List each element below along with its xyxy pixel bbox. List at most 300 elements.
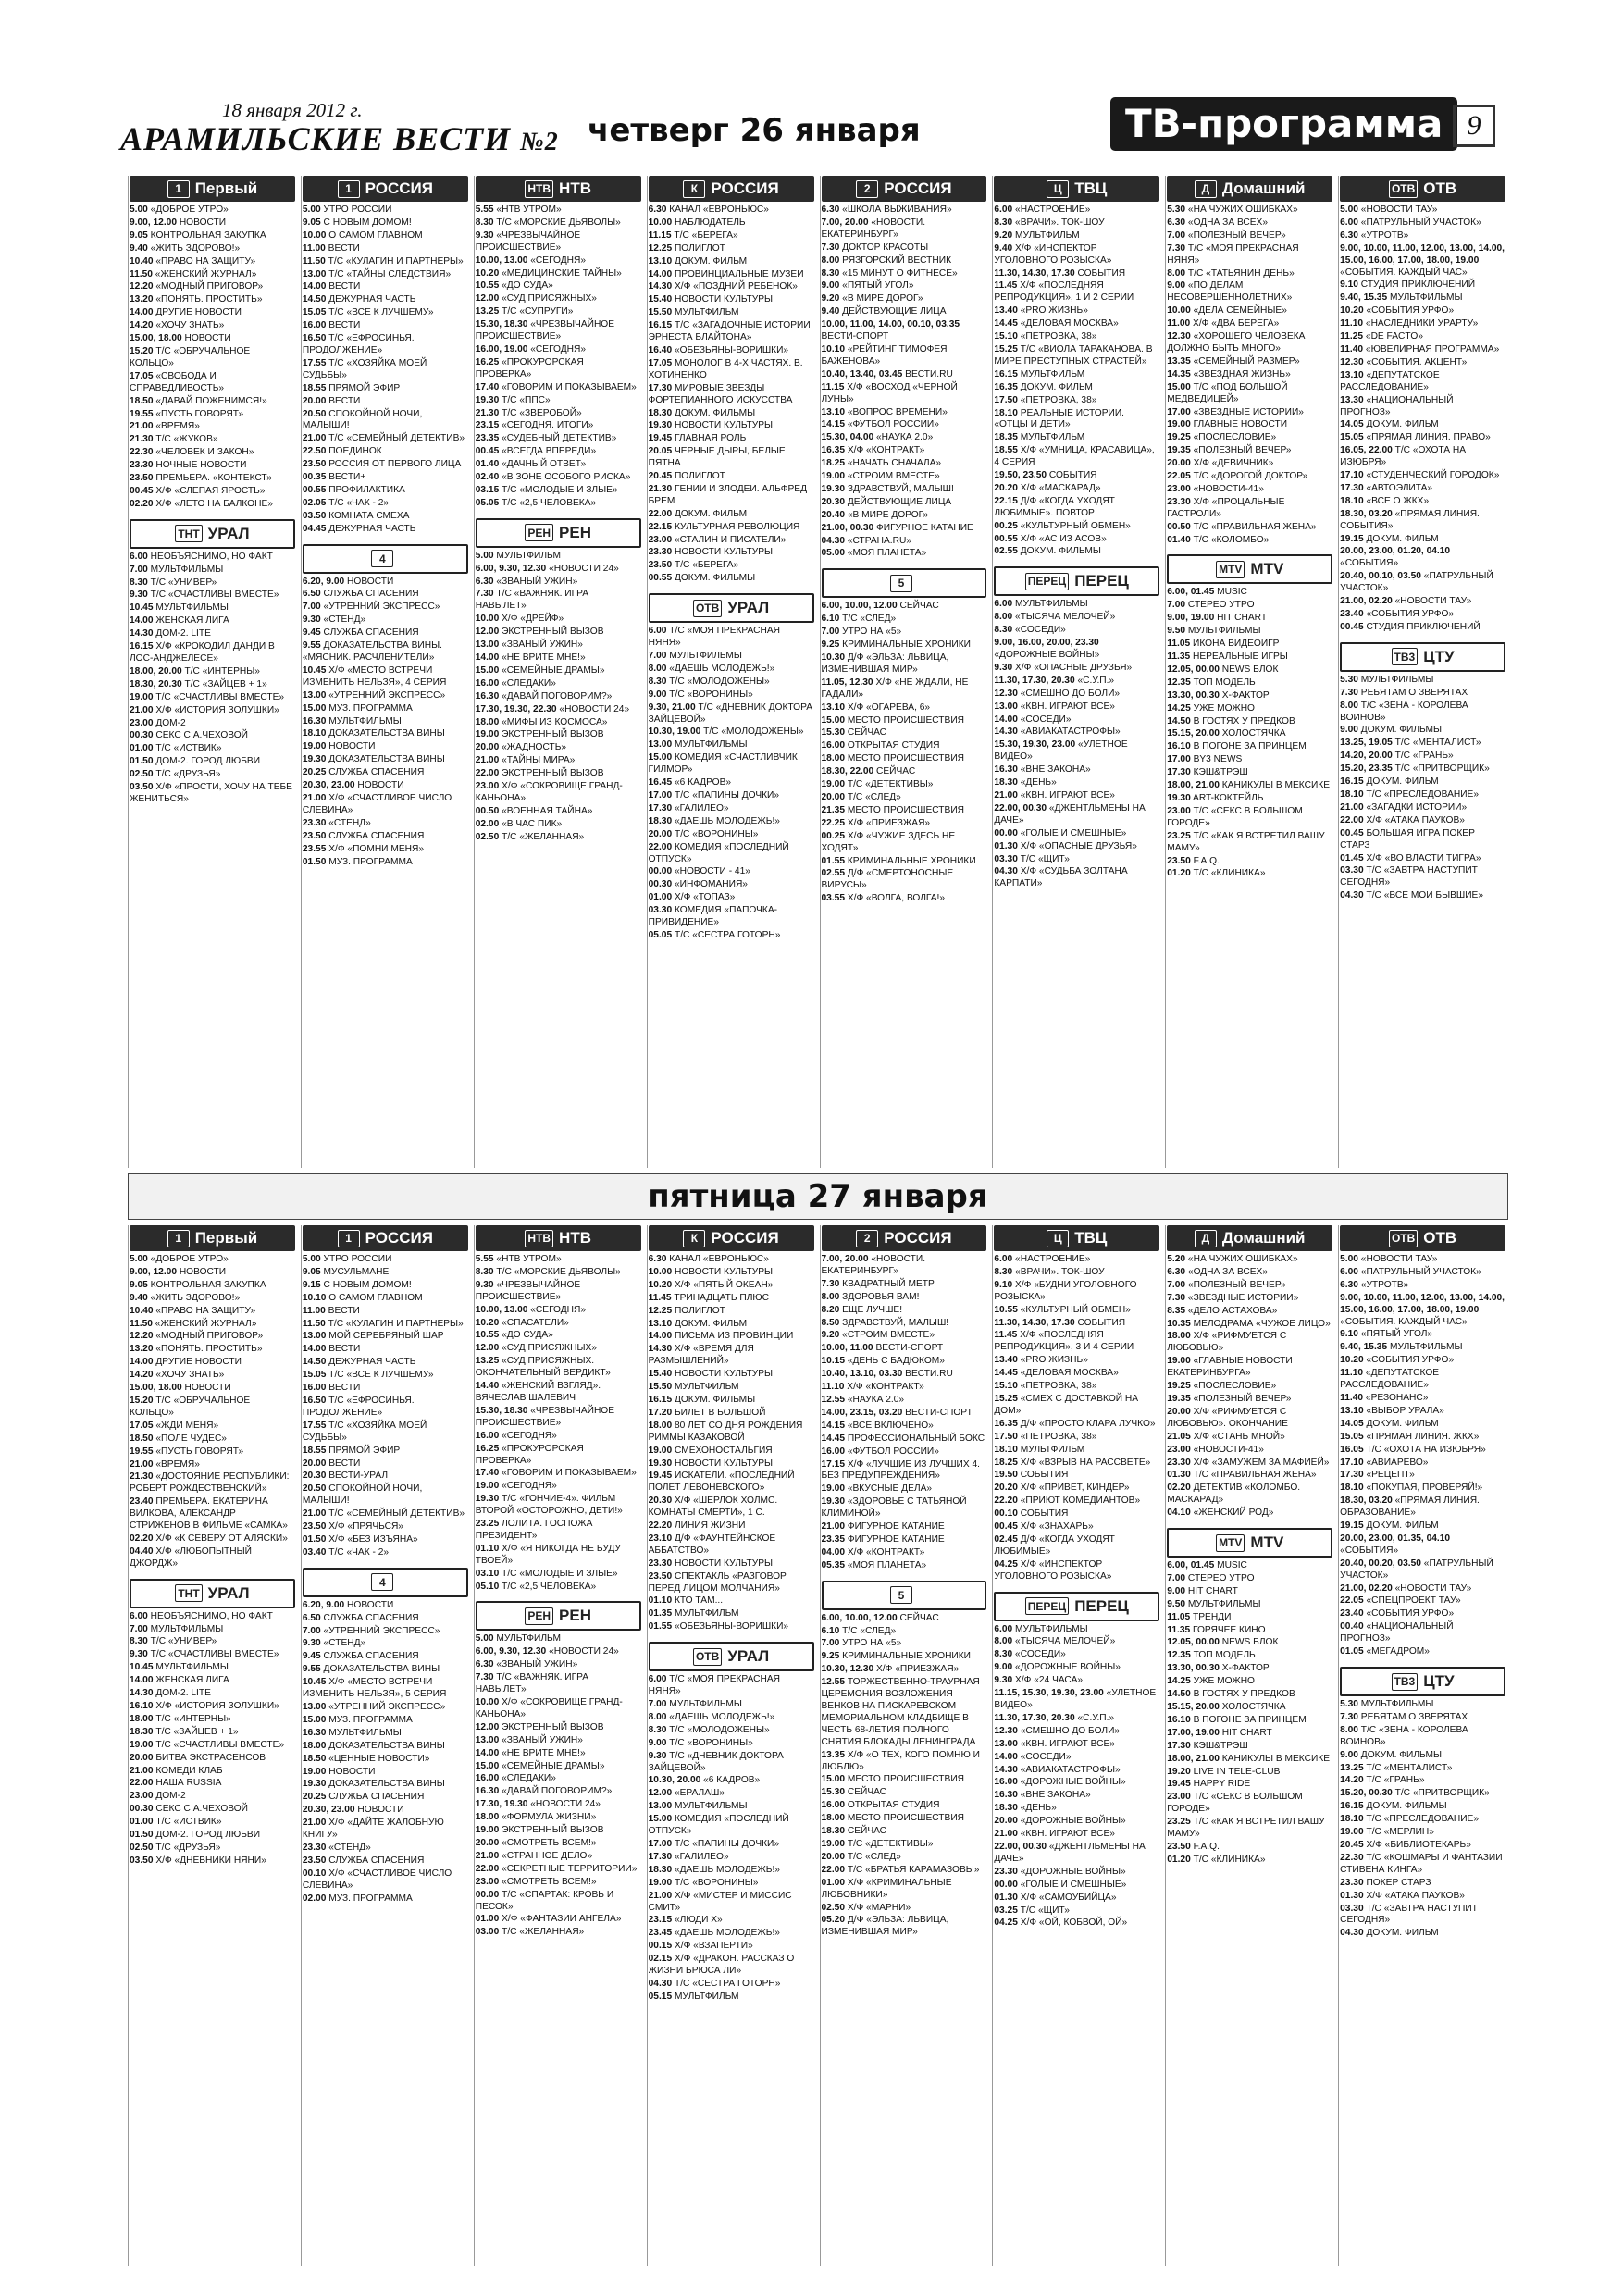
program-item bbox=[822, 1560, 987, 1572]
program-title: Т/С «ДНЕВНИК ДОКТОРА ЗАЙЦЕВОЙ» bbox=[648, 1750, 784, 1773]
program-title: «ДАЧНЫЙ ОТВЕТ» bbox=[502, 459, 587, 470]
program-item bbox=[994, 612, 1159, 624]
program-item bbox=[994, 841, 1159, 853]
program-time: 19.35 bbox=[1167, 445, 1191, 456]
program-title: ДОМ-2 bbox=[155, 717, 186, 728]
program-title: «СОБЫТИЯ УРФО» bbox=[1366, 609, 1455, 619]
program-item bbox=[476, 319, 641, 343]
program-title: «ДЕПУТАТСКОЕ РАССЛЕДОВАНИЕ» bbox=[1340, 369, 1440, 392]
channel-block bbox=[476, 176, 641, 511]
program-item bbox=[994, 217, 1159, 230]
section-title: ТВ-программа bbox=[1110, 97, 1457, 151]
program-item bbox=[1340, 546, 1505, 570]
program-item bbox=[476, 665, 641, 677]
program-item bbox=[649, 1814, 814, 1838]
program-item bbox=[994, 1803, 1159, 1815]
channel-column bbox=[301, 176, 469, 1168]
program-time: 00.15 bbox=[648, 1941, 673, 1952]
program-title: Т/С «ДОРОГОЙ ДОКТОР» bbox=[1193, 471, 1308, 482]
program-time: 9.50 bbox=[1167, 1598, 1186, 1609]
program-title: МОНОЛОГ В 4-Х ЧАСТЯХ. В. ХОТИНЕНКО bbox=[648, 357, 803, 380]
program-title: СЕЙЧАС bbox=[876, 766, 916, 777]
program-time: 15.05 bbox=[302, 307, 327, 318]
program-item bbox=[649, 1421, 814, 1445]
program-item bbox=[1340, 1533, 1505, 1558]
program-time: 18.30, 03.20 bbox=[1340, 1496, 1393, 1507]
channel-logo-icon: 2 bbox=[856, 1230, 878, 1247]
program-title: ВЕСТИ bbox=[328, 242, 360, 254]
program-item bbox=[822, 1446, 987, 1458]
program-item bbox=[476, 1544, 641, 1568]
program-time: 8.00 bbox=[1340, 700, 1358, 711]
program-time: 21.00 bbox=[130, 421, 154, 432]
program-title: МУЛЬТФИЛЬМ bbox=[1020, 432, 1085, 443]
program-item bbox=[303, 294, 468, 306]
program-item bbox=[822, 1878, 987, 1902]
program-time: 02.15 bbox=[648, 1954, 673, 1965]
program-time: 05.20 bbox=[821, 1915, 845, 1926]
program-title: Х/Ф «СТАНЬ МНОЙ» bbox=[1193, 1431, 1285, 1442]
program-title: КРИМИНАЛЬНЫЕ ХРОНИКИ bbox=[847, 855, 976, 866]
program-time: 23.00 bbox=[475, 1876, 500, 1887]
program-time: 01.30 bbox=[994, 1892, 1018, 1903]
program-title: Х/Ф «ДАЙТЕ ЖАЛОБНУЮ КНИГУ» bbox=[302, 1818, 444, 1841]
program-item bbox=[649, 1533, 814, 1558]
program-title: NEWS БЛОК bbox=[1221, 664, 1279, 675]
program-list bbox=[1167, 1560, 1332, 1867]
program-item bbox=[130, 1344, 295, 1356]
program-list bbox=[1167, 587, 1332, 880]
program-time: 23.55 bbox=[302, 843, 327, 854]
channel-block bbox=[822, 1225, 987, 1573]
program-item bbox=[476, 217, 641, 230]
program-title: MUSIC bbox=[1217, 1560, 1247, 1571]
program-time: 6.20, 9.00 bbox=[302, 1599, 345, 1610]
program-item bbox=[1340, 890, 1505, 902]
channel-block bbox=[994, 566, 1159, 891]
program-title: РЕАЛЬНЫЕ ИСТОРИИ. «ОТЦЫ И ДЕТИ» bbox=[994, 407, 1124, 430]
program-time: 00.25 bbox=[821, 830, 845, 841]
program-title: «КУЛЬТУРНЫЙ ОБМЕН» bbox=[1020, 520, 1131, 531]
program-time: 18.25 bbox=[821, 458, 845, 469]
program-item bbox=[303, 1626, 468, 1638]
program-title: Х/Ф «ПРИВЕТ, КИНДЕР» bbox=[1020, 1483, 1130, 1494]
program-item bbox=[1167, 1267, 1332, 1279]
program-time: 21.30 bbox=[130, 434, 154, 445]
program-title: ЭКСТРЕННЫЙ ВЫЗОВ bbox=[502, 1721, 604, 1732]
program-title: «СЕГОДНЯ» bbox=[502, 1481, 557, 1492]
program-item bbox=[1340, 445, 1505, 469]
program-title: «ТЫСЯЧА МЕЛОЧЕЙ» bbox=[1015, 1636, 1116, 1647]
program-item bbox=[130, 1370, 295, 1382]
program-time: 00.40 bbox=[1340, 1621, 1364, 1632]
channel-name: УРАЛ bbox=[727, 1647, 770, 1666]
program-item bbox=[1340, 763, 1505, 776]
program-time: 18.00 bbox=[130, 1713, 154, 1724]
program-item bbox=[822, 242, 987, 254]
program-title: «ДО СУДА» bbox=[502, 1330, 553, 1341]
program-time: 7.00 bbox=[648, 1699, 667, 1709]
program-item bbox=[303, 1357, 468, 1369]
program-title: ДОКУМ. ФИЛЬМ bbox=[1366, 1928, 1439, 1939]
program-time: 17.30 bbox=[1340, 482, 1364, 493]
program-title: СТЕРЕО УТРО bbox=[1187, 1572, 1255, 1583]
program-time: 05.35 bbox=[821, 1559, 845, 1570]
program-title: «УЛЕТНОЕ ВИДЕО» bbox=[994, 739, 1128, 763]
program-title: «НОВОСТИ. ЕКАТЕРИНБУРГ» bbox=[821, 217, 926, 240]
program-title: Х/Ф «ЧУЖИЕ ЗДЕСЬ НЕ ХОДЯТ» bbox=[821, 830, 956, 853]
program-time: 22.05 bbox=[1167, 471, 1191, 482]
program-title: СЕЙЧАС bbox=[899, 1612, 939, 1623]
program-title: ВЕСТИ bbox=[328, 395, 361, 406]
program-item bbox=[649, 383, 814, 407]
program-title: Х/Ф «ФАНТАЗИИ АНГЕЛА» bbox=[502, 1914, 622, 1925]
program-item bbox=[994, 1432, 1159, 1444]
program-item bbox=[1167, 419, 1332, 431]
program-title: «ЧЕЛОВЕК И ЗАКОН» bbox=[155, 447, 254, 458]
program-title: Х/Ф «ВЗРЫВ НА РАССВЕТЕ» bbox=[1020, 1457, 1151, 1468]
program-time: 01.50 bbox=[302, 856, 327, 867]
program-time: 01.20 bbox=[1167, 1854, 1191, 1865]
program-time: 11.30, 14.30, 17.30 bbox=[994, 267, 1075, 279]
channel-header bbox=[303, 1568, 468, 1597]
channel-logo-icon: ПЕРЕЦ bbox=[1025, 1597, 1069, 1615]
program-title: «УТРЕННИЙ ЭКСПРЕСС» bbox=[323, 602, 440, 613]
program-title: Т/С «ПРЕСЛЕДОВАНИЕ» bbox=[1366, 1814, 1480, 1825]
channel-logo-icon: ОТВ bbox=[693, 600, 722, 617]
program-time: 21.00 bbox=[475, 1850, 500, 1861]
program-item bbox=[303, 1396, 468, 1420]
program-title: ВЕСТИ.RU bbox=[905, 1369, 953, 1380]
program-item bbox=[303, 1767, 468, 1779]
program-item bbox=[130, 243, 295, 255]
program-item bbox=[1167, 230, 1332, 242]
program-title: «МЕДИЦИНСКИЕ ТАЙНЫ» bbox=[502, 267, 622, 279]
program-item bbox=[1340, 344, 1505, 356]
program-item bbox=[1167, 664, 1332, 676]
program-title: ИКОНА ВИДЕОИГР bbox=[1193, 639, 1280, 650]
program-item bbox=[822, 1534, 987, 1546]
program-item bbox=[130, 1496, 295, 1533]
program-item bbox=[994, 1458, 1159, 1470]
program-item bbox=[130, 499, 295, 511]
channel-block bbox=[994, 1592, 1159, 1931]
channel-name: Первый bbox=[194, 1229, 258, 1247]
program-item bbox=[130, 743, 295, 755]
program-title: Т/С «ПОД БОЛЬШОЙ МЕДВЕДИЦЕЙ» bbox=[1167, 381, 1288, 404]
program-title: С НОВЫМ ДОМОМ! bbox=[323, 1279, 412, 1290]
program-item bbox=[476, 1633, 641, 1645]
program-time: 16.30 bbox=[302, 715, 327, 726]
program-item bbox=[1167, 382, 1332, 406]
program-item bbox=[1340, 318, 1505, 330]
program-time: 22.00 bbox=[475, 768, 500, 779]
channel-block bbox=[1167, 1528, 1332, 1868]
program-title: ПРЯМОЙ ЭФИР bbox=[328, 1445, 401, 1456]
program-item bbox=[476, 1761, 641, 1773]
program-title: ВЕСТИ bbox=[328, 1458, 361, 1469]
program-item bbox=[1340, 1608, 1505, 1620]
program-title: ДОМ-2. LITE bbox=[155, 628, 211, 639]
program-title: Д/Ф «ЭЛЬЗА: ЛЬВИЦА, ИЗМЕНИВШАЯ МИР» bbox=[821, 652, 949, 675]
program-time: 23.00 bbox=[130, 1791, 154, 1802]
program-title: «ПРАВО НА ЗАЩИТУ» bbox=[155, 255, 256, 267]
program-title: «СЕМЕЙНЫЕ ДРАМЫ» bbox=[502, 664, 605, 676]
program-item bbox=[303, 1613, 468, 1625]
program-title: КОМЕДИ КЛАБ bbox=[155, 1765, 223, 1776]
program-title: Т/С «МОЯ ПРЕКРАСНАЯ НЯНЯ» bbox=[648, 626, 780, 649]
program-item bbox=[994, 1752, 1159, 1764]
program-item bbox=[822, 1305, 987, 1317]
program-item bbox=[1167, 1254, 1332, 1266]
program-item bbox=[994, 470, 1159, 482]
program-title: НАША RUSSIA bbox=[155, 1778, 222, 1789]
program-item bbox=[822, 344, 987, 368]
program-time: 13.10 bbox=[1340, 369, 1364, 380]
program-title: МУЛЬТФИЛЬМ bbox=[1020, 368, 1085, 379]
program-title: Т/С «ПАПИНЫ ДОЧКИ» bbox=[674, 1838, 780, 1849]
program-title: МУЛЬТФИЛЬМ bbox=[496, 550, 561, 561]
program-title: УЖЕ МОЖНО bbox=[1193, 702, 1255, 714]
program-item bbox=[130, 769, 295, 781]
program-item bbox=[130, 705, 295, 717]
channel-logo-icon: ПЕРЕЦ bbox=[1025, 573, 1069, 590]
program-item bbox=[303, 433, 468, 445]
program-time: 9.30 bbox=[302, 1638, 321, 1649]
program-time: 6.00, 10.00, 12.00 bbox=[821, 601, 898, 612]
program-item bbox=[822, 419, 987, 431]
program-time: 16.15 bbox=[648, 1394, 673, 1405]
program-title: ФИГУРНОЕ КАТАНИЕ bbox=[847, 1521, 945, 1533]
program-time: 15.00 bbox=[302, 702, 327, 714]
channel-logo-icon: ТВ3 bbox=[1392, 648, 1419, 665]
program-time: 15.00 bbox=[1167, 381, 1191, 392]
program-time: 21.00, 02.20 bbox=[1340, 596, 1393, 607]
program-title: Т/С «ХОЗЯЙКА МОЕЙ СУДЬБЫ» bbox=[302, 357, 427, 380]
channel-name: ЦТУ bbox=[1423, 647, 1455, 665]
program-item bbox=[822, 1638, 987, 1650]
program-time: 11.50 bbox=[302, 255, 326, 267]
program-item bbox=[303, 320, 468, 332]
program-time: 20.00 bbox=[1167, 458, 1191, 469]
program-item bbox=[1340, 828, 1505, 852]
program-item bbox=[1167, 280, 1332, 304]
program-title: НЕРЕАЛЬНЫЕ ИГРЫ bbox=[1193, 652, 1288, 662]
program-title: Х/Ф «24 ЧАСА» bbox=[1015, 1675, 1084, 1686]
program-title: Т/С «2,5 ЧЕЛОВЕКА» bbox=[502, 497, 597, 508]
program-item bbox=[476, 485, 641, 497]
program-item bbox=[303, 485, 468, 497]
program-item bbox=[822, 217, 987, 242]
program-title: Х-ФАКТОР bbox=[1221, 689, 1270, 701]
program-title: «ЛЮДИ Х» bbox=[674, 1915, 723, 1926]
program-time: 22.05 bbox=[1340, 1595, 1364, 1607]
channel-header bbox=[130, 519, 295, 549]
program-title: «ДАВАЙ ПОЖЕНИМСЯ!» bbox=[155, 395, 267, 406]
program-item bbox=[476, 1519, 641, 1543]
program-time: 15.05 bbox=[1340, 1431, 1364, 1442]
program-item bbox=[1167, 369, 1332, 381]
program-title: «DE FACTO» bbox=[1365, 331, 1423, 342]
program-title: «НОВОСТИ - 41» bbox=[674, 866, 750, 877]
program-item bbox=[303, 1521, 468, 1533]
program-time: 19.30 bbox=[475, 1494, 500, 1505]
program-item bbox=[130, 281, 295, 293]
program-item bbox=[303, 602, 468, 614]
program-title: Х/Ф «ОГАРЕВА, 6» bbox=[847, 701, 931, 713]
program-time: 21.00, 02.20 bbox=[1340, 1582, 1393, 1594]
program-item bbox=[1167, 535, 1332, 547]
program-item bbox=[130, 1649, 295, 1661]
program-title: «ЗВЕЗДНЫЕ ИСТОРИИ» bbox=[1187, 1292, 1299, 1303]
program-title: «ВРАЧИ». ТОК-ШОУ bbox=[1015, 217, 1105, 228]
program-time: 17.00 bbox=[648, 1838, 673, 1849]
program-time: 10.40 bbox=[130, 255, 154, 267]
program-time: 22.25 bbox=[821, 817, 845, 828]
program-item bbox=[822, 856, 987, 868]
program-title: Т/С «ВОРОНИНЫ» bbox=[674, 828, 759, 839]
program-title: «СОСЕДИ» bbox=[1015, 625, 1066, 636]
program-item bbox=[1340, 865, 1505, 889]
program-time: 02.45 bbox=[994, 1533, 1018, 1545]
program-title: ВЕСТИ-СПОРТ bbox=[905, 1407, 973, 1418]
program-item bbox=[822, 1356, 987, 1368]
program-item bbox=[303, 665, 468, 689]
program-time: 16.15 bbox=[130, 641, 154, 652]
program-time: 23.40 bbox=[1340, 1608, 1364, 1620]
program-title: Х/Ф «БУДНИ УГОЛОВНОГО РОЗЫСКА» bbox=[994, 1279, 1137, 1302]
program-time: 00.50 bbox=[1167, 521, 1191, 532]
program-time: 20.30, 23.00 bbox=[302, 780, 355, 791]
program-time: 23.15 bbox=[475, 420, 500, 431]
program-time: 00.45 bbox=[130, 485, 154, 496]
program-time: 18.10 bbox=[994, 407, 1018, 418]
program-time: 17.05 bbox=[130, 370, 154, 381]
program-item bbox=[476, 1851, 641, 1863]
program-title: «ПЕТРОВКА, 38» bbox=[1020, 331, 1097, 342]
program-item bbox=[130, 679, 295, 691]
program-time: 9.30 bbox=[475, 1279, 494, 1290]
program-time: 13.30, 00.30 bbox=[1167, 1663, 1220, 1674]
program-time: 11.15 bbox=[821, 381, 845, 392]
program-item bbox=[303, 1715, 468, 1727]
program-time: 11.30, 17.30, 20.30 bbox=[994, 675, 1075, 686]
program-time: 19.45 bbox=[1167, 1779, 1191, 1790]
program-time: 11.40 bbox=[1340, 1392, 1364, 1403]
program-title: СОБЫТИЯ bbox=[1020, 1470, 1069, 1481]
program-title: МУЛЬТФИЛЬМЫ bbox=[674, 739, 748, 751]
program-time: 9.00 bbox=[1167, 280, 1186, 292]
program-title: «НОВОСТИ 24» bbox=[549, 1646, 619, 1657]
program-item bbox=[649, 471, 814, 483]
program-item bbox=[303, 754, 468, 766]
program-time: 10.55 bbox=[994, 1304, 1018, 1315]
program-item bbox=[476, 1305, 641, 1317]
program-item bbox=[822, 510, 987, 522]
program-time: 9.40, 15.35 bbox=[1340, 1342, 1388, 1353]
program-item bbox=[130, 205, 295, 217]
program-time: 20.00 bbox=[821, 791, 845, 802]
program-title: ЕЩЕ ЛУЧШЕ! bbox=[842, 1304, 903, 1315]
program-time: 9.15 bbox=[302, 1279, 321, 1290]
program-time: 15.15, 20.00 bbox=[1167, 728, 1220, 739]
program-title: «ВРЕМЯ» bbox=[155, 1458, 200, 1470]
program-title: «ПЯТЫЙ УГОЛ» bbox=[1360, 1329, 1433, 1340]
program-time: 03.50 bbox=[130, 782, 154, 793]
program-time: 12.30 bbox=[994, 1725, 1018, 1736]
program-item bbox=[1167, 471, 1332, 483]
program-item bbox=[476, 652, 641, 664]
program-time: 14.15 bbox=[821, 419, 845, 430]
program-time: 6.00 bbox=[994, 205, 1013, 215]
program-item bbox=[130, 1533, 295, 1545]
program-title: «СЕКРЕТНЫЕ ТЕРРИТОРИИ» bbox=[502, 1863, 638, 1874]
program-item bbox=[130, 1855, 295, 1868]
program-title: «ДЕЛОВАЯ МОСКВА» bbox=[1020, 318, 1119, 329]
program-time: 5.55 bbox=[475, 205, 494, 215]
program-item bbox=[822, 1915, 987, 1939]
program-time: 12.00 bbox=[475, 1721, 500, 1732]
program-title: В ГОСТЯХ У ПРЕДКОВ bbox=[1193, 1689, 1295, 1700]
program-item bbox=[649, 790, 814, 802]
program-title: «СТЕНД» bbox=[323, 614, 366, 626]
program-title: РЕБЯТАМ О ЗВЕРЯТАХ bbox=[1360, 687, 1468, 698]
program-time: 7.30 bbox=[475, 589, 494, 600]
program-title: ЭКСТРЕННЫЙ ВЫЗОВ bbox=[502, 768, 604, 779]
program-item bbox=[822, 727, 987, 739]
program-time: 21.00 bbox=[302, 792, 327, 803]
program-time: 10.00 bbox=[1167, 305, 1191, 316]
program-title: ПРЕМЬЕРА. «КОНТЕКСТ» bbox=[155, 473, 272, 484]
program-time: 5.00 bbox=[130, 1254, 148, 1264]
program-time: 21.05 bbox=[1167, 1431, 1191, 1442]
program-title: Т/С «ВСЕ К ЛУЧШЕМУ» bbox=[328, 307, 434, 318]
program-time: 15.20 bbox=[130, 1395, 154, 1406]
program-item bbox=[476, 459, 641, 471]
program-item bbox=[476, 1864, 641, 1876]
program-item bbox=[822, 268, 987, 280]
program-item bbox=[649, 739, 814, 751]
program-item bbox=[1167, 728, 1332, 740]
program-title: Т/С «ВСЕ К ЛУЧШЕМУ» bbox=[328, 1370, 434, 1381]
program-title: Т/С «ЖУКОВ» bbox=[155, 434, 218, 445]
program-time: 20.00 bbox=[1167, 1406, 1191, 1417]
channel-block bbox=[1167, 176, 1332, 547]
program-time: 8.30 bbox=[648, 676, 667, 687]
program-item bbox=[994, 1867, 1159, 1879]
program-title: МУЛЬТФИЛЬМЫ bbox=[155, 602, 229, 614]
program-title: Т/С «МОЯ ПРЕКРАСНАЯ НЯНЯ» bbox=[648, 1674, 780, 1697]
program-title: ДОКУМ. ФИЛЬМ bbox=[674, 1318, 748, 1329]
program-time: 9.45 bbox=[302, 627, 321, 639]
program-item bbox=[822, 1292, 987, 1304]
program-time: 18.10 bbox=[1340, 1483, 1364, 1494]
program-title: «ПРЯМАЯ ЛИНИЯ. ЖКХ» bbox=[1366, 1431, 1480, 1442]
program-item bbox=[1340, 419, 1505, 431]
program-item bbox=[303, 767, 468, 779]
program-title: «НТВ УТРОМ» bbox=[496, 1254, 562, 1264]
program-time: 21.00 bbox=[130, 1765, 154, 1776]
program-item bbox=[130, 1624, 295, 1636]
program-item bbox=[303, 1331, 468, 1343]
program-time: 21.00 bbox=[130, 1458, 154, 1470]
program-item bbox=[130, 1778, 295, 1790]
program-item bbox=[303, 1293, 468, 1305]
program-title: Т/С «ВОРОНИНЫ» bbox=[669, 1737, 753, 1748]
program-item bbox=[994, 1713, 1159, 1725]
program-title: Т/С «МОЯ ПРЕКРАСНАЯ НЯНЯ» bbox=[1167, 242, 1299, 266]
program-title: «ЖЕНСКИЙ ВЗГЛЯД». ВЯЧЕСЛАВ ШАЛЕВИЧ bbox=[475, 1381, 601, 1403]
